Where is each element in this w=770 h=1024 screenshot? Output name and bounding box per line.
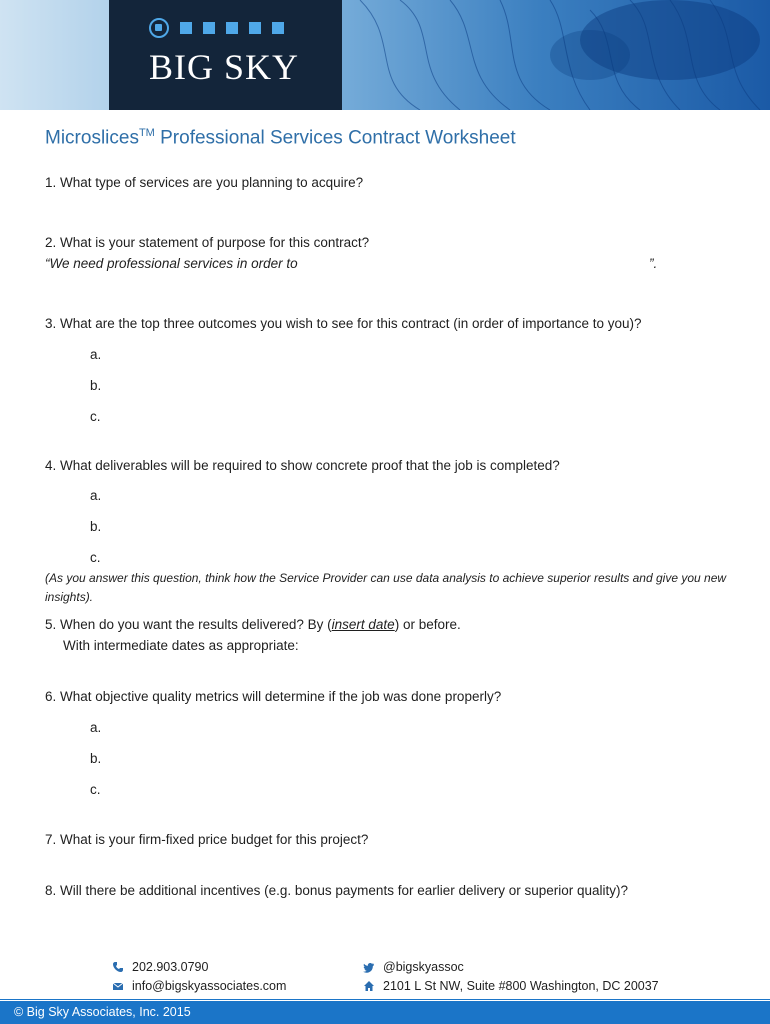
header-banner [0, 0, 770, 110]
footer-bar [0, 1001, 770, 1024]
contact-address [363, 979, 659, 993]
logo-text: BIG SKY [149, 47, 300, 87]
logo-ring-icon [149, 18, 169, 38]
question-7: 7. What is your firm-fixed price budget for this project? [45, 832, 369, 847]
question-6: 6. What objective quality metrics will determine if the job was done properly? [45, 689, 502, 704]
logo-square-icon [226, 22, 238, 34]
envelope-icon [112, 980, 124, 992]
list-label-a: a. [90, 488, 102, 503]
twitter-handle[interactable]: @bigskyassoc [383, 960, 464, 974]
list-label-c: c. [90, 550, 101, 565]
logo-square-icon [272, 22, 284, 34]
list-label-b: b. [90, 378, 102, 393]
question-2-quote-open: “We need professional services in order to [45, 256, 298, 271]
question-3: 3. What are the top three outcomes you wish to see for this contract (in order of importance to you)? [45, 316, 642, 331]
contact-email[interactable] [112, 979, 286, 993]
list-label-a: a. [90, 347, 102, 362]
logo-square-icon [180, 22, 192, 34]
logo [109, 0, 342, 110]
logo-square-icon [203, 22, 215, 34]
contact-phone [112, 960, 208, 974]
list-label-c: c. [90, 782, 101, 797]
email-address[interactable]: info@bigskyassociates.com [132, 979, 287, 993]
title-main: Microslices [45, 127, 139, 149]
question-5-text: 5. When do you want the results delivered? By ( [45, 617, 332, 632]
question-5 [45, 617, 461, 632]
street-address: 2101 L St NW, Suite #800 Washington, DC 20037 [383, 979, 659, 993]
phone-number: 202.903.0790 [132, 960, 209, 974]
title-rest: Professional Services Contract Worksheet [154, 127, 516, 149]
twitter-bird-icon [363, 961, 375, 973]
question-8: 8. Will there be additional incentives (e.g. bonus payments for earlier delivery or superior quality)? [45, 883, 629, 898]
list-label-c: c. [90, 409, 101, 424]
question-4-note: (As you answer this question, think how the Service Provider can use data analysis to achieve superior results and give you new insights). [45, 571, 727, 604]
list-label-a: a. [90, 720, 102, 735]
jellyfish-image [340, 0, 770, 110]
logo-mark [149, 18, 284, 38]
contact-twitter[interactable] [363, 960, 464, 974]
question-1: 1. What type of services are you planning to acquire? [45, 175, 364, 190]
trademark-mark: TM [138, 127, 155, 139]
footer-divider [0, 999, 770, 1000]
question-5-text-end: ) or before. [394, 617, 461, 632]
list-label-b: b. [90, 751, 102, 766]
question-5-line-2: With intermediate dates as appropriate: [63, 638, 299, 653]
question-2: 2. What is your statement of purpose for this contract? [45, 235, 370, 250]
question-2-quote-close: ”. [649, 256, 658, 271]
logo-square-icon [249, 22, 261, 34]
copyright-text: © Big Sky Associates, Inc. 2015 [14, 1005, 191, 1019]
phone-icon [112, 961, 124, 973]
insert-date-placeholder: insert date [331, 617, 395, 632]
home-icon [363, 980, 375, 992]
page-title [45, 127, 516, 149]
question-4: 4. What deliverables will be required to show concrete proof that the job is completed? [45, 458, 560, 473]
list-label-b: b. [90, 519, 102, 534]
